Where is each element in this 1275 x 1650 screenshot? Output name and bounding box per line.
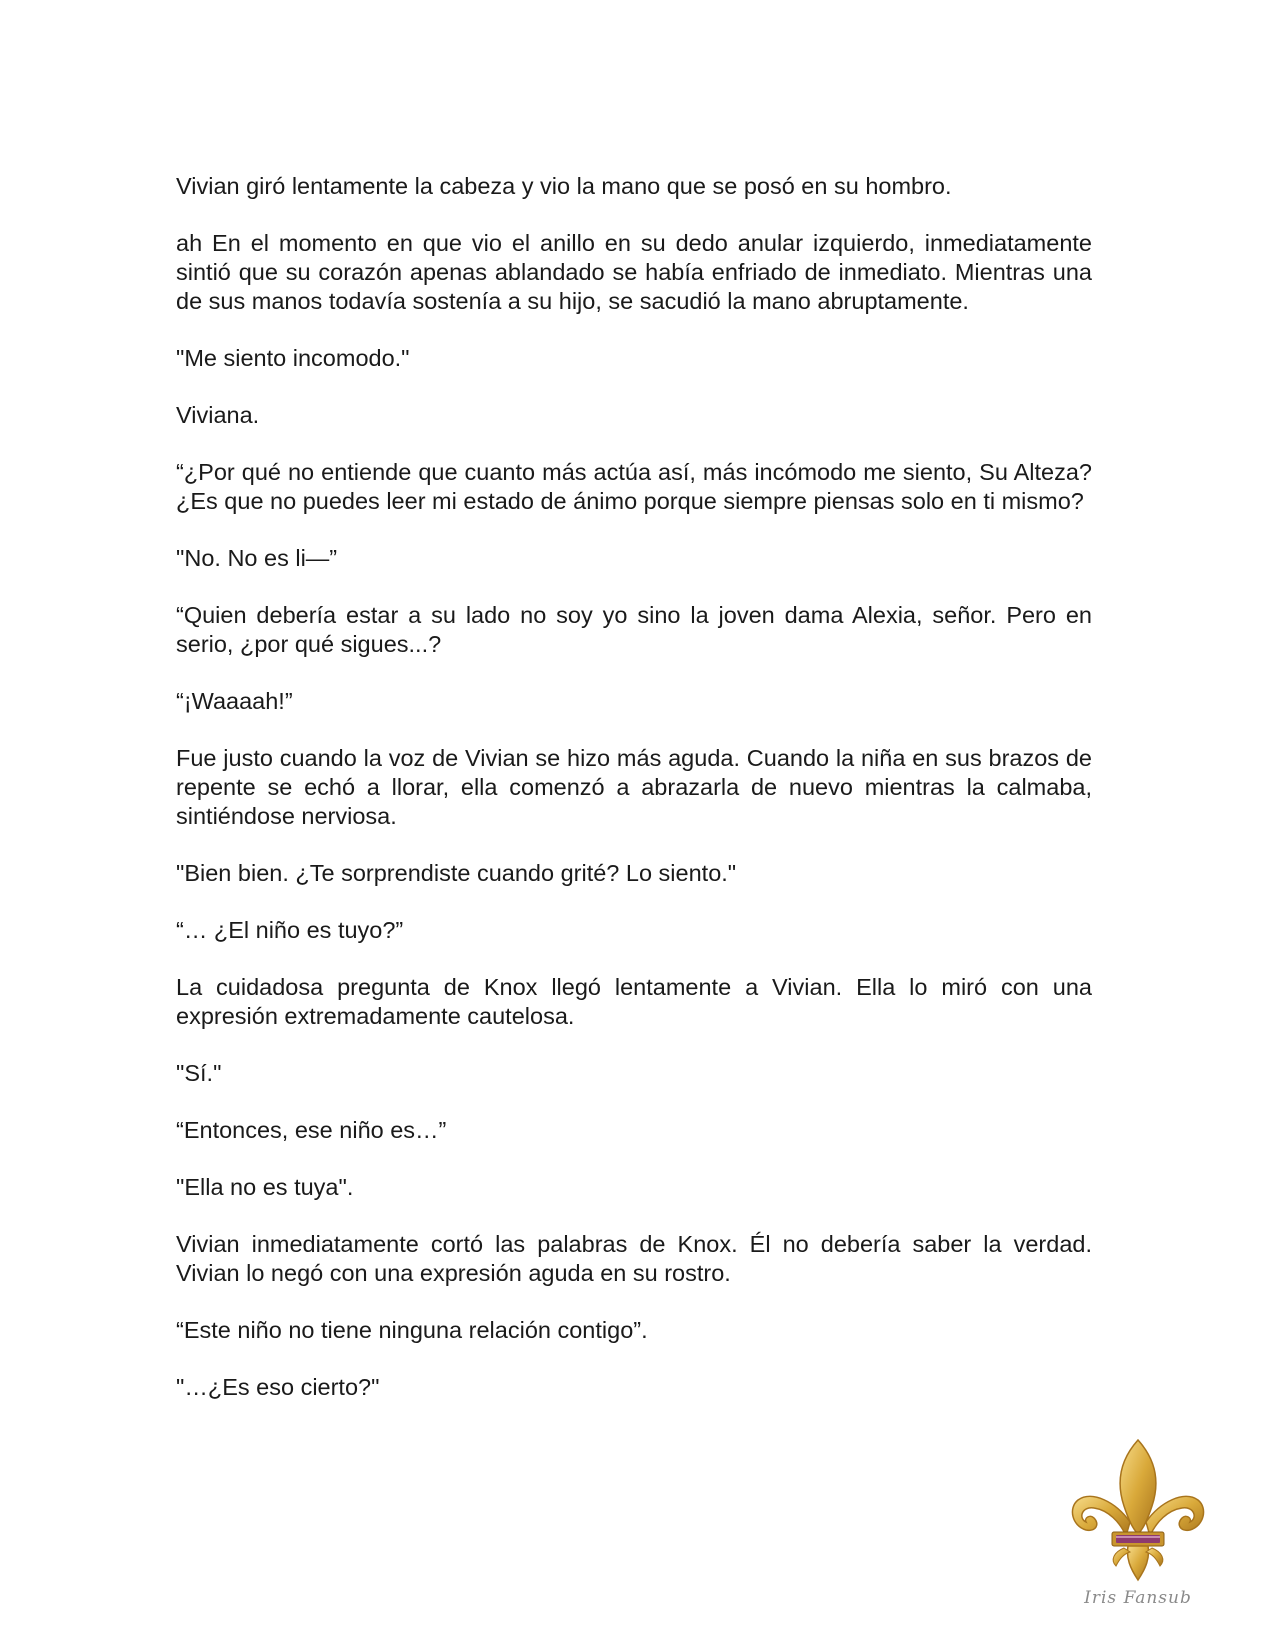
paragraph: “… ¿El niño es tuyo?”: [176, 917, 404, 943]
paragraph: ah En el momento en que vio el anillo en su dedo anular izquierdo, inmediatamente sintió que su corazón apenas ablandado se había enfriado de inmediato. Mientras una de sus manos todavía sostenía a su hijo, se sacudió la mano abruptamente.: [176, 230, 1092, 314]
paragraph: Vivian giró lentamente la cabeza y vio la mano que se posó en su hombro.: [176, 173, 952, 199]
paragraph: La cuidadosa pregunta de Knox llegó lentamente a Vivian. Ella lo miró con una expresión extremadamente cautelosa.: [176, 974, 1092, 1029]
paragraph: "Me siento incomodo.": [176, 345, 410, 371]
paragraph: "No. No es li—”: [176, 545, 338, 571]
paragraph: Fue justo cuando la voz de Vivian se hizo más aguda. Cuando la niña en sus brazos de repente se echó a llorar, ella comenzó a abrazarla de nuevo mientras la calmaba, sintiéndose nerviosa.: [176, 745, 1092, 829]
paragraph: "Bien bien. ¿Te sorprendiste cuando grité? Lo siento.": [176, 860, 737, 886]
paragraph: "Ella no es tuya".: [176, 1174, 354, 1200]
paragraph: “Quien debería estar a su lado no soy yo sino la joven dama Alexia, señor. Pero en serio, ¿por qué sigues...?: [176, 602, 1092, 657]
paragraph: “Entonces, ese niño es…”: [176, 1117, 447, 1143]
paragraph: “Este niño no tiene ninguna relación contigo”.: [176, 1317, 648, 1343]
paragraph: "…¿Es eso cierto?": [176, 1374, 380, 1400]
watermark-text: Iris Fansub: [1084, 1588, 1192, 1608]
paragraph: “¿Por qué no entiende que cuanto más actúa así, más incómodo me siento, Su Alteza? ¿Es que no puedes leer mi estado de ánimo porque siempre piensas solo en ti mismo?: [176, 459, 1092, 514]
document-body: [176, 172, 1092, 1430]
fleur-de-lis-icon: [1068, 1436, 1208, 1586]
paragraph: “¡Waaaah!”: [176, 688, 293, 714]
watermark-logo: [1068, 1436, 1208, 1616]
paragraph: Vivian inmediatamente cortó las palabras de Knox. Él no debería saber la verdad. Vivian lo negó con una expresión aguda en su rostro.: [176, 1231, 1092, 1286]
paragraph: Viviana.: [176, 402, 260, 428]
paragraph: "Sí.": [176, 1060, 222, 1086]
